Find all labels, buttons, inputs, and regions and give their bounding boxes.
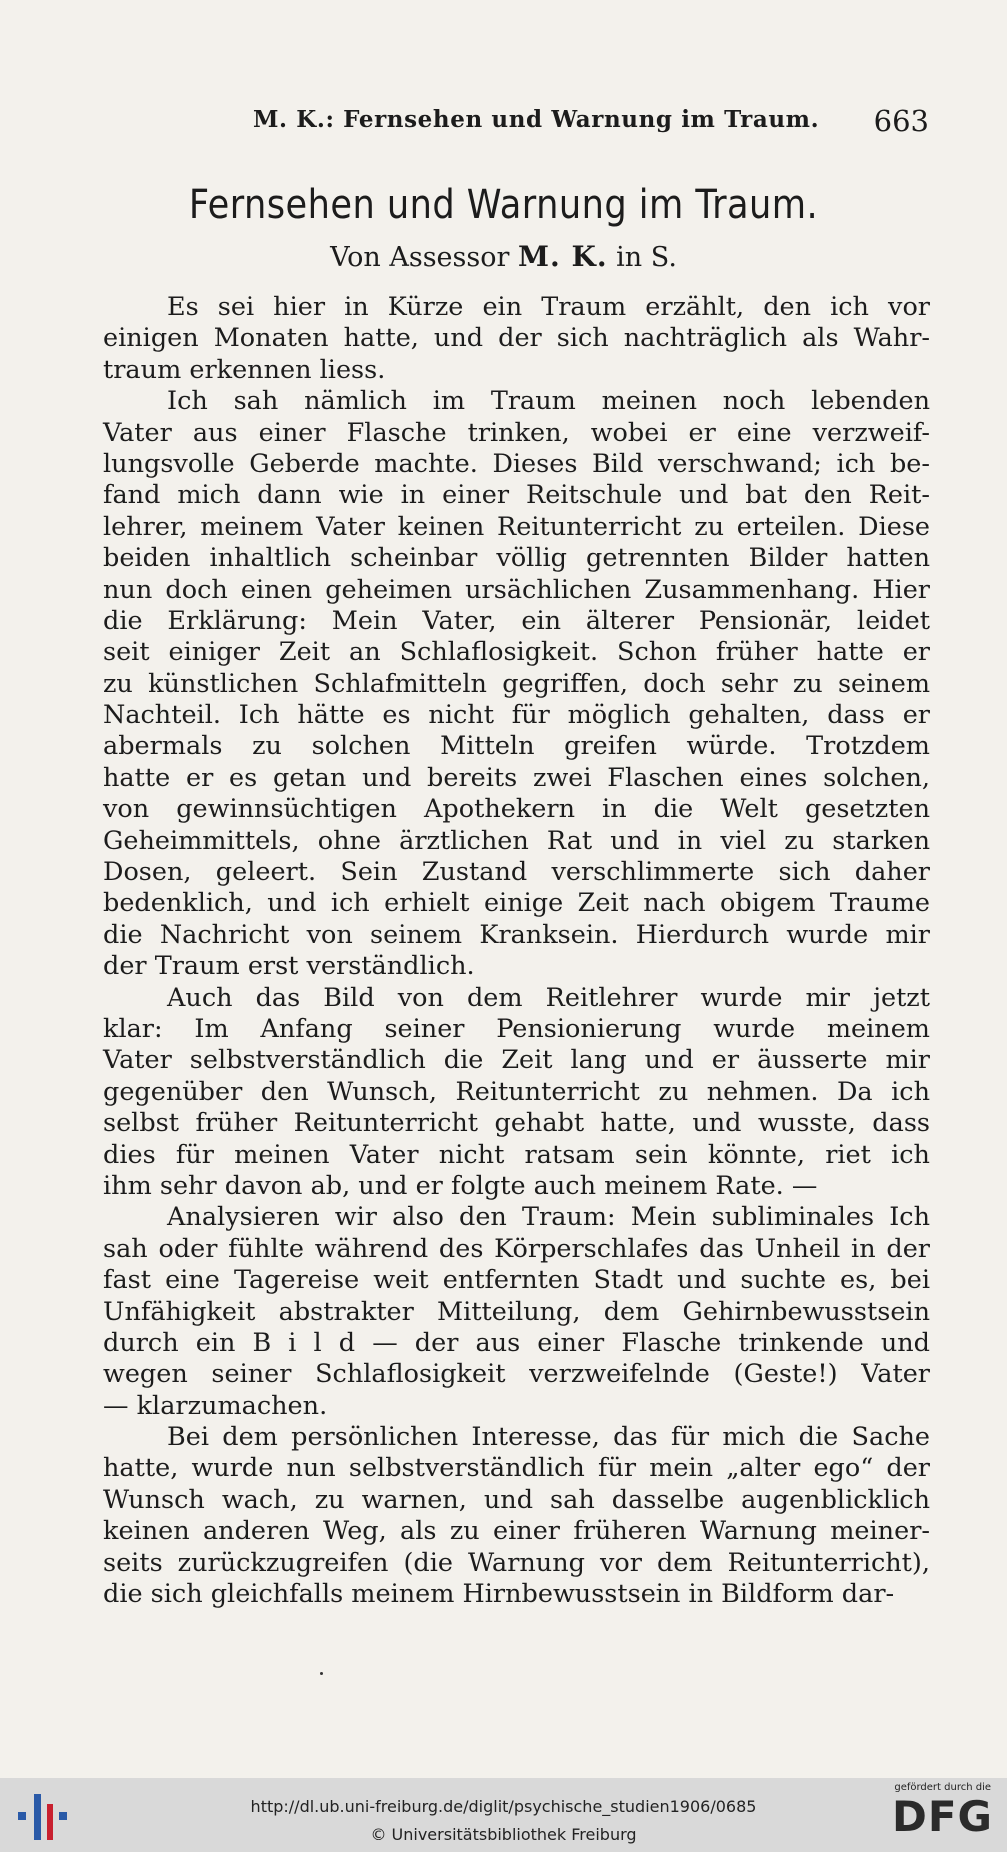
body-line: Bei dem persönlichen Interesse, das für mich die Sache: [167, 1422, 930, 1453]
body-line: dies für meinen Vater nicht ratsam sein könnte, riet ich: [103, 1139, 930, 1170]
body-line: Geheimmittels, ohne ärztlichen Rat und in viel zu starken: [103, 825, 930, 856]
body-line: Vater aus einer Flasche trinken, wobei er eine verzweif-: [103, 417, 930, 448]
body-line: seit einiger Zeit an Schlaflosigkeit. Schon früher hatte er: [103, 637, 930, 668]
body-line: lungsvolle Geberde machte. Dieses Bild verschwand; ich be-: [103, 448, 930, 479]
byline-prefix: Von Assessor: [330, 242, 510, 273]
body-line: Es sei hier in Kürze ein Traum erzählt, den ich vor: [167, 292, 930, 322]
footer-copyright: © Universitätsbibliothek Freiburg: [370, 1825, 637, 1844]
body-line: von gewinnsüchtigen Apothekern in die Welt gesetzten: [103, 794, 930, 825]
body-line: hatte er es getan und bereits zwei Flaschen eines solchen,: [103, 762, 930, 793]
body-line: durch ein B i l d — der aus einer Flasche trinkende und: [103, 1327, 930, 1358]
body-line: gegenüber den Wunsch, Reitunterricht zu nehmen. Da ich: [103, 1076, 930, 1107]
body-line: Nachteil. Ich hätte es nicht für möglich gehalten, dass er: [103, 700, 930, 731]
body-line: die sich gleichfalls meinem Hirnbewusstsein in Bildform dar-: [103, 1579, 895, 1610]
body-line: traum erkennen liess.: [103, 354, 386, 385]
body-line: bedenklich, und ich erhielt einige Zeit nach obigem Traume: [103, 888, 930, 919]
body-line: wegen seiner Schlaflosigkeit verzweifelnde (Geste!) Vater: [103, 1359, 930, 1390]
body-line: einigen Monaten hatte, und der sich nachträglich als Wahr-: [103, 323, 930, 354]
body-line: abermals zu solchen Mitteln greifen würde. Trotzdem: [103, 731, 930, 762]
body-line: — klarzumachen.: [103, 1390, 328, 1421]
body-line: beiden inhaltlich scheinbar völlig getrennten Bilder hatten: [103, 543, 930, 574]
article-title: Fernsehen und Warnung im Traum.: [188, 182, 819, 228]
body-line: keinen anderen Weg, als zu einer früheren Warnung meiner-: [103, 1516, 930, 1547]
body-line: lehrer, meinem Vater keinen Reitunterricht zu erteilen. Diese: [103, 511, 930, 542]
body-line: sah oder fühlte während des Körperschlafes das Unheil in der: [103, 1233, 930, 1264]
dfg-logo-block: [889, 1782, 993, 1848]
body-line: zu künstlichen Schlafmitteln gegriffen, doch sehr zu seinem: [103, 668, 930, 699]
running-title: M. K.: Fernsehen und Warnung im Traum.: [253, 106, 820, 133]
body-line: fast eine Tagereise weit entfernten Stadt und suchte es, bei: [103, 1265, 930, 1296]
page-number: 663: [873, 104, 929, 138]
body-line: ihm sehr davon ab, und er folgte auch meinem Rate. —: [103, 1170, 818, 1201]
body-line: Unfähigkeit abstrakter Mitteilung, dem Gehirnbewusstsein: [103, 1296, 930, 1327]
body-line: Wunsch wach, zu warnen, und sah dasselbe augenblicklich: [103, 1484, 930, 1515]
running-head: [103, 104, 929, 138]
body-line: hatte, wurde nun selbstverständlich für mein „alter ego“ der: [103, 1453, 930, 1484]
body-line: klar: Im Anfang seiner Pensionierung wurde meinem: [103, 1013, 930, 1044]
body-line: fand mich dann wie in einer Reitschule und bat den Reit-: [103, 480, 930, 511]
body-line: seits zurückzugreifen (die Warnung vor dem Reitunterricht),: [103, 1547, 930, 1578]
body-line: selbst früher Reitunterricht gehabt hatte, und wusste, dass: [103, 1108, 930, 1139]
body-line: Ich sah nämlich im Traum meinen noch lebenden: [167, 386, 930, 417]
body-line: die Erklärung: Mein Vater, ein älterer Pensionär, leidet: [103, 605, 930, 636]
byline-initials: M. K.: [518, 240, 608, 273]
body-line: Auch das Bild von dem Reitlehrer wurde mir jetzt: [167, 982, 930, 1013]
body-line: Dosen, geleert. Sein Zustand verschlimmerte sich daher: [103, 857, 930, 888]
body-line: nun doch einen geheimen ursächlichen Zusammenhang. Hier: [103, 574, 930, 605]
byline: [0, 240, 1007, 273]
footer-url[interactable]: http://dl.ub.uni-freiburg.de/diglit/psychische_studien1906/0685: [250, 1797, 757, 1816]
body-text: [103, 292, 930, 1610]
body-line: der Traum erst verständlich.: [103, 951, 475, 982]
dfg-caption: gefördert durch die: [894, 1782, 991, 1793]
byline-suffix: in S.: [616, 242, 677, 273]
dfg-logo: DFG: [891, 1792, 993, 1841]
body-line: Analysieren wir also den Traum: Mein subliminales Ich: [167, 1202, 930, 1233]
stray-mark: [320, 1672, 323, 1675]
body-line: Vater selbstverständlich die Zeit lang und er äusserte mir: [103, 1045, 930, 1076]
body-line: die Nachricht von seinem Kranksein. Hierdurch wurde mir: [103, 919, 930, 950]
